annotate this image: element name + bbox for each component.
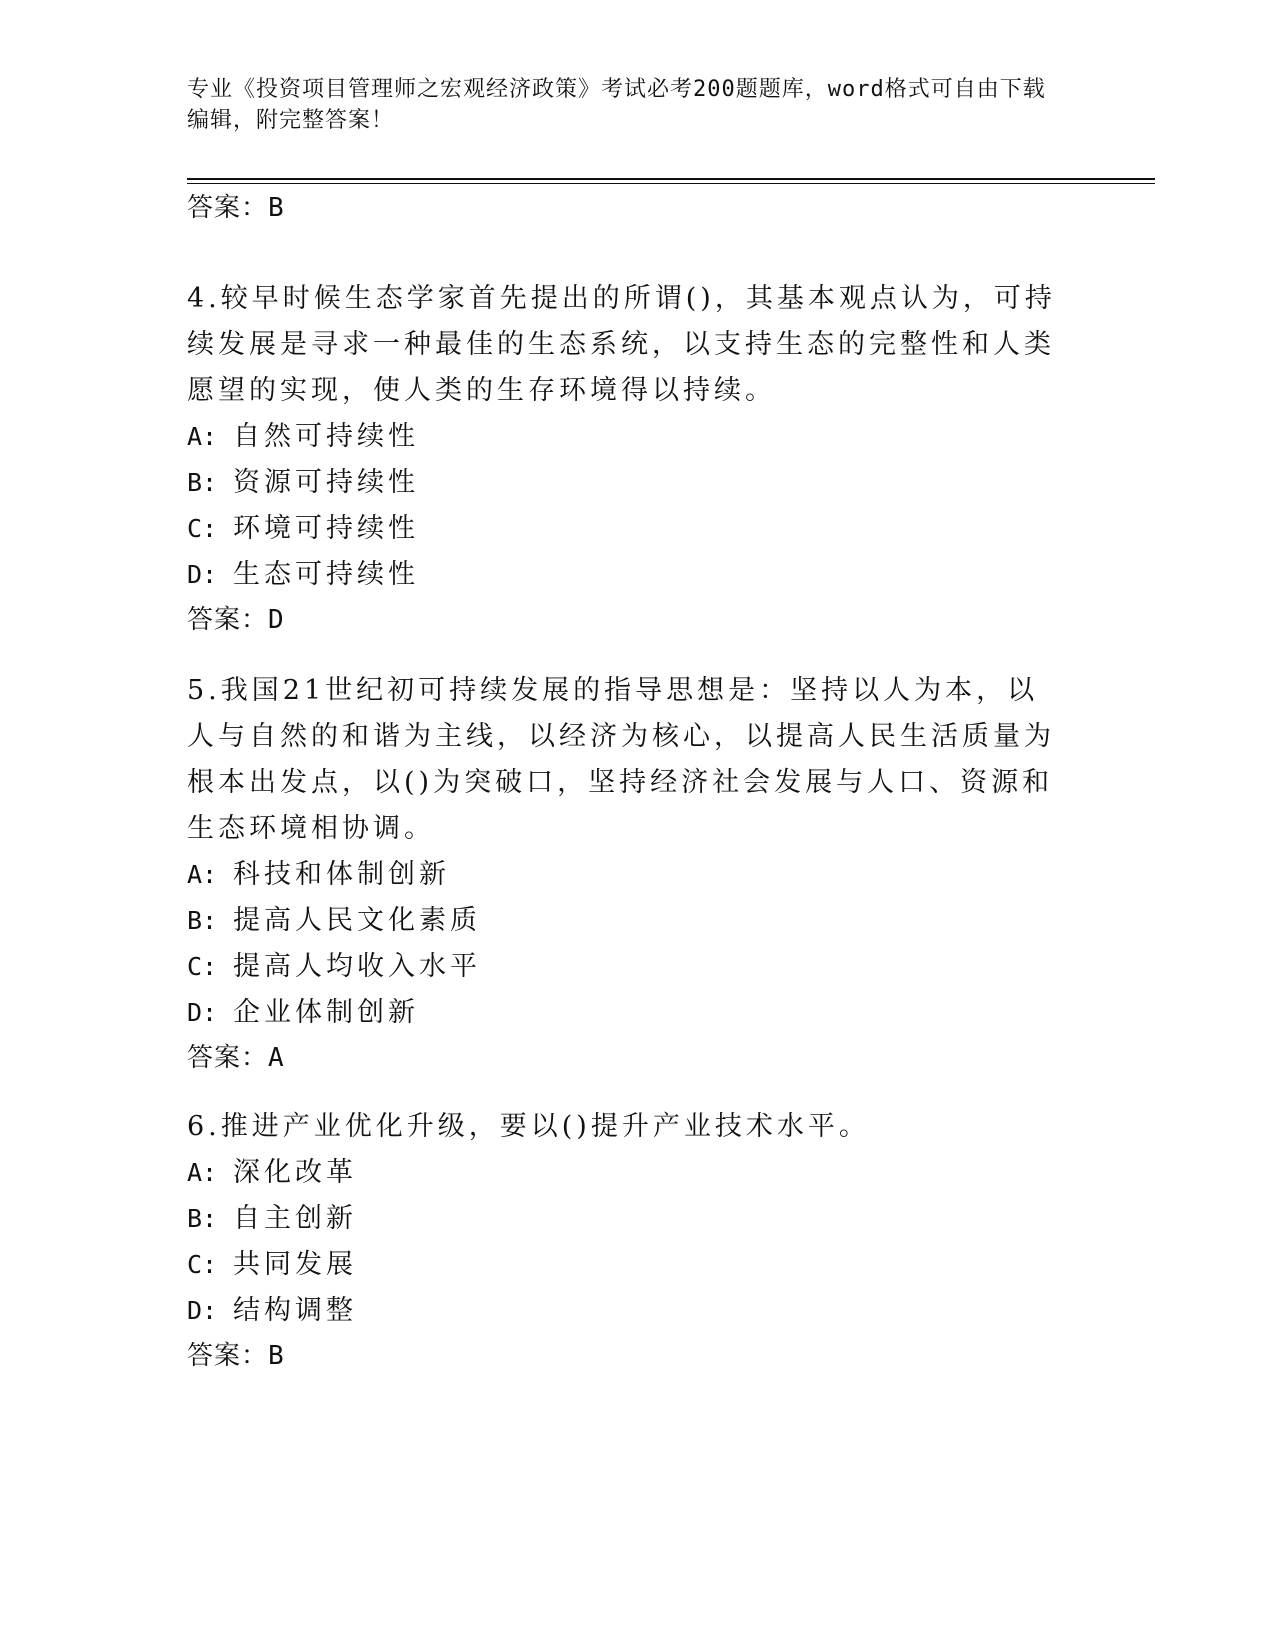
option-letter: A: — [187, 860, 218, 889]
option-text: 深化改革 — [233, 1157, 357, 1188]
answer-label: 答案：D — [187, 605, 285, 635]
option-text: 环境可持续性 — [233, 513, 419, 544]
option-letter: A: — [187, 422, 218, 451]
header-divider — [187, 178, 1155, 180]
option-letter: D: — [187, 998, 218, 1027]
answer-block-q3 — [187, 190, 1067, 226]
answer-label: 答案：A — [187, 1043, 285, 1073]
option-item — [187, 506, 1067, 552]
option-letter: B: — [187, 468, 218, 497]
option-letter: D: — [187, 560, 218, 589]
question-block-6 — [187, 1104, 1067, 1374]
option-item — [187, 1242, 1067, 1288]
option-text: 自主创新 — [233, 1203, 357, 1234]
option-item — [187, 460, 1067, 506]
option-letter: A: — [187, 1158, 218, 1187]
question-text: 4.较早时候生态学家首先提出的所谓()，其基本观点认为，可持续发展是寻求一种最佳的生态系统，以支持生态的完整性和人类愿望的实现，使人类的生存环境得以持续。 — [187, 283, 1056, 406]
option-item — [187, 852, 1067, 898]
document-header: 专业《投资项目管理师之宏观经济政策》考试必考200题题库，word格式可自由下载编辑，附完整答案！ — [187, 77, 1046, 133]
option-text: 企业体制创新 — [233, 997, 419, 1028]
option-text: 结构调整 — [233, 1295, 357, 1326]
question-text: 5.我国21世纪初可持续发展的指导思想是：坚持以人为本，以人与自然的和谐为主线，以经济为核心，以提高人民生活质量为根本出发点，以()为突破口，坚持经济社会发展与人口、资源和生态环境相协调。 — [187, 675, 1055, 844]
question-block-5 — [187, 668, 1067, 1076]
option-item — [187, 944, 1067, 990]
option-item — [187, 990, 1067, 1036]
option-item — [187, 1150, 1067, 1196]
option-letter: D: — [187, 1296, 218, 1325]
option-text: 共同发展 — [233, 1249, 357, 1280]
option-list — [187, 1150, 1067, 1334]
option-list — [187, 414, 1067, 598]
header-divider-thin — [187, 183, 1155, 184]
option-letter: C: — [187, 1250, 218, 1279]
option-list — [187, 852, 1067, 1036]
option-text: 科技和体制创新 — [233, 859, 450, 890]
option-text: 提高人民文化素质 — [233, 905, 481, 936]
option-text: 资源可持续性 — [233, 467, 419, 498]
option-item — [187, 1288, 1067, 1334]
question-text: 6.推进产业优化升级，要以()提升产业技术水平。 — [187, 1111, 870, 1142]
answer-label: 答案：B — [187, 193, 285, 223]
option-item — [187, 552, 1067, 598]
option-text: 生态可持续性 — [233, 559, 419, 590]
option-item — [187, 1196, 1067, 1242]
answer-label: 答案：B — [187, 1341, 285, 1371]
option-letter: C: — [187, 514, 218, 543]
option-item — [187, 898, 1067, 944]
option-item — [187, 414, 1067, 460]
option-letter: B: — [187, 906, 218, 935]
option-letter: C: — [187, 952, 218, 981]
question-block-4 — [187, 276, 1067, 638]
option-text: 提高人均收入水平 — [233, 951, 481, 982]
option-text: 自然可持续性 — [233, 421, 419, 452]
option-letter: B: — [187, 1204, 218, 1233]
